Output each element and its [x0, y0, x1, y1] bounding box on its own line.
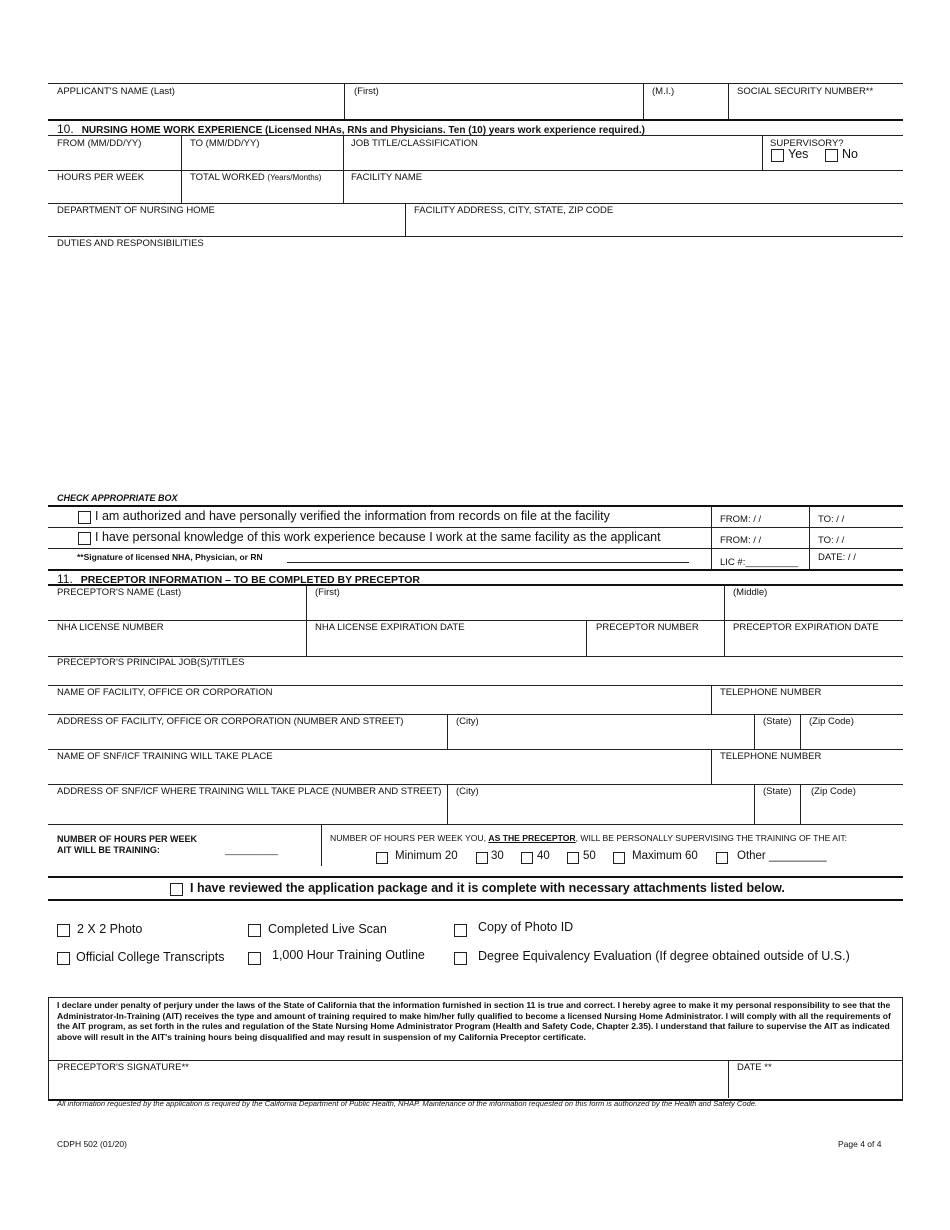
hours-maximum-60-checkbox[interactable] — [613, 852, 625, 864]
section-11-title: PRECEPTOR INFORMATION – TO BE COMPLETED BY PRECEPTOR — [80, 574, 420, 586]
hours-week-blank[interactable]: __________ — [225, 845, 278, 856]
supervisory-no-checkbox[interactable] — [825, 149, 838, 162]
to-date-label: TO (MM/DD/YY) — [190, 138, 260, 149]
live-scan-label: Completed Live Scan — [268, 922, 387, 936]
facility-org-name-label: NAME OF FACILITY, OFFICE OR CORPORATION — [57, 687, 273, 698]
personal-knowledge-label: I have personal knowledge of this work experience because I work at the same facility as the applicant — [95, 530, 661, 544]
job-title-label: JOB TITLE/CLASSIFICATION — [351, 138, 478, 149]
declaration-date-field[interactable] — [730, 1074, 902, 1096]
hours-minimum-20-checkbox[interactable] — [376, 852, 388, 864]
supervisory-label: SUPERVISORY? — [770, 138, 844, 149]
photo-id-checkbox[interactable] — [454, 924, 467, 937]
nha-signature-label: **Signature of licensed NHA, Physician, or RN — [77, 552, 263, 562]
duties-field[interactable] — [49, 252, 902, 487]
department-label: DEPARTMENT OF NURSING HOME — [57, 205, 215, 216]
preceptor-expiration-label: PRECEPTOR EXPIRATION DATE — [733, 622, 879, 633]
reviewed-package-label: I have reviewed the application package and it is complete with necessary attachments listed below. — [190, 881, 785, 895]
preceptor-signature-label: PRECEPTOR'S SIGNATURE** — [57, 1062, 189, 1073]
nha-license-number-label: NHA LICENSE NUMBER — [57, 622, 164, 633]
section-11-number: 11. — [57, 572, 73, 586]
snf-address-street-label: ADDRESS OF SNF/ICF WHERE TRAINING WILL TAKE PLACE (NUMBER AND STREET) — [57, 786, 442, 797]
hours-other-label: Other _________ — [737, 850, 827, 862]
training-outline-checkbox[interactable] — [248, 952, 261, 965]
snf-name-label: NAME OF SNF/ICF TRAINING WILL TAKE PLACE — [57, 751, 273, 762]
preceptor-number-label: PRECEPTOR NUMBER — [596, 622, 699, 633]
nha-license-expiration-label: NHA LICENSE EXPIRATION DATE — [315, 622, 465, 633]
nha-signature-field[interactable] — [287, 550, 689, 562]
applicant-last-name-field[interactable] — [49, 97, 343, 118]
facility-telephone-label: TELEPHONE NUMBER — [720, 687, 822, 698]
facility-address-street-label: ADDRESS OF FACILITY, OFFICE OR CORPORATION (NUMBER AND STREET) — [57, 716, 404, 727]
applicant-first-name-label: (First) — [354, 86, 379, 97]
declaration-text: I declare under penalty of perjury under the laws of the State of California that the information furnished in section 11 is true and correct. I hereby agree to make it my personal responsibility to see that the Administrator-In-Training (AIT) receives the type and amount of training required to make him/her fully qualified to become a licensed Nursing Home Administrator. I will comply with all the requirements of the AIT program, as set forth in the rules and regulation of the State Nursing Home Administrator Program (Health and Safety Code, Chapter 2.35). I understand that failure to supervise the AIT as indicated above will result in the AIT's training hours being disqualified and may result in suspension of my California Preceptor certificate. — [57, 1000, 891, 1042]
degree-evaluation-label: Degree Equivalency Evaluation (If degree obtained outside of U.S.) — [478, 949, 850, 963]
hours-30-checkbox[interactable] — [476, 852, 488, 864]
form-id: CDPH 502 (01/20) — [57, 1139, 127, 1149]
supervising-hours-label: NUMBER OF HOURS PER WEEK YOU, AS THE PRECEPTOR, WILL BE PERSONALLY SUPERVISING THE TRAINING OF THE AIT: — [330, 833, 848, 843]
hours-50-label: 50 — [583, 850, 596, 862]
photo-checkbox[interactable] — [57, 924, 70, 937]
page-number: Page 4 of 4 — [838, 1139, 882, 1149]
principal-job-label: PRECEPTOR'S PRINCIPAL JOB(S)/TITLES — [57, 657, 245, 668]
hours-minimum-20-label: Minimum 20 — [395, 850, 458, 862]
hours-40-label: 40 — [537, 850, 550, 862]
hours-50-checkbox[interactable] — [567, 852, 579, 864]
section-10-heading — [57, 122, 645, 136]
section-10-title: NURSING HOME WORK EXPERIENCE (Licensed NHAs, RNs and Physicians. Ten (10) years work experience required.) — [81, 125, 645, 136]
verified-records-label: I am authorized and have personally verified the information from records on file at the facility — [95, 509, 610, 523]
hours-other-checkbox[interactable] — [716, 852, 728, 864]
degree-evaluation-checkbox[interactable] — [454, 952, 467, 965]
applicant-first-name-field[interactable] — [346, 97, 642, 118]
supervisory-yes-label: Yes — [788, 147, 809, 161]
personal-knowledge-checkbox[interactable] — [78, 532, 91, 545]
live-scan-checkbox[interactable] — [248, 924, 261, 937]
transcripts-label: Official College Transcripts — [76, 950, 225, 964]
to-date-2: TO: / / — [818, 535, 845, 546]
reviewed-package-checkbox[interactable] — [170, 883, 183, 896]
applicant-ssn-field[interactable] — [730, 97, 902, 118]
training-outline-label: 1,000 Hour Training Outline — [272, 948, 425, 962]
snf-state-label: (State) — [763, 786, 792, 797]
signature-date-label: DATE: / / — [818, 552, 856, 563]
hours-week-label-line1: NUMBER OF HOURS PER WEEK — [57, 834, 198, 844]
from-date-label: FROM (MM/DD/YY) — [57, 138, 142, 149]
supervisory-no-label: No — [842, 147, 858, 161]
facility-address-label: FACILITY ADDRESS, CITY, STATE, ZIP CODE — [414, 205, 614, 216]
transcripts-checkbox[interactable] — [57, 952, 70, 965]
snf-city-label: (City) — [456, 786, 479, 797]
section-10-number: 10. — [57, 122, 74, 136]
applicant-ssn-label: SOCIAL SECURITY NUMBER** — [737, 86, 874, 97]
hours-per-week-label: HOURS PER WEEK — [57, 172, 145, 183]
preceptor-first-name-label: (First) — [315, 587, 340, 598]
hours-maximum-60-label: Maximum 60 — [632, 850, 698, 862]
verified-records-checkbox[interactable] — [78, 511, 91, 524]
hours-30-label: 30 — [491, 850, 504, 862]
check-box-heading: CHECK APPROPRIATE BOX — [57, 493, 178, 503]
from-date-2: FROM: / / — [720, 535, 762, 546]
snf-telephone-label: TELEPHONE NUMBER — [720, 751, 822, 762]
facility-state-label: (State) — [763, 716, 792, 727]
preceptor-signature-field[interactable] — [49, 1074, 727, 1096]
facility-name-label: FACILITY NAME — [351, 172, 423, 183]
total-worked-label: TOTAL WORKED (Years/Months) — [190, 172, 322, 183]
duties-label: DUTIES AND RESPONSIBILITIES — [57, 238, 204, 249]
applicant-mi-field[interactable] — [645, 97, 727, 118]
to-date-1: TO: / / — [818, 514, 845, 525]
facility-zip-label: (Zip Code) — [809, 716, 854, 727]
applicant-last-name-label: APPLICANT'S NAME (Last) — [57, 86, 175, 97]
supervisory-yes-checkbox[interactable] — [771, 149, 784, 162]
photo-id-label: Copy of Photo ID — [478, 920, 574, 934]
lic-number-label: LIC #:__________ — [720, 557, 799, 568]
hours-week-label-line2: AIT WILL BE TRAINING: — [57, 845, 160, 855]
declaration-date-label: DATE ** — [737, 1062, 772, 1073]
preceptor-last-name-label: PRECEPTOR'S NAME (Last) — [57, 587, 182, 598]
applicant-mi-label: (M.I.) — [652, 86, 675, 97]
preceptor-middle-name-label: (Middle) — [733, 587, 768, 598]
hours-40-checkbox[interactable] — [521, 852, 533, 864]
snf-zip-label: (Zip Code) — [811, 786, 856, 797]
from-date-1: FROM: / / — [720, 514, 762, 525]
facility-city-label: (City) — [456, 716, 479, 727]
photo-label: 2 X 2 Photo — [77, 922, 143, 936]
footer-notice: All information requested by the application is required by the California Department of Public Health, NHAP. Maintenance of the information requested on this form is authorized by the Health and Safety Code. — [57, 1099, 758, 1108]
